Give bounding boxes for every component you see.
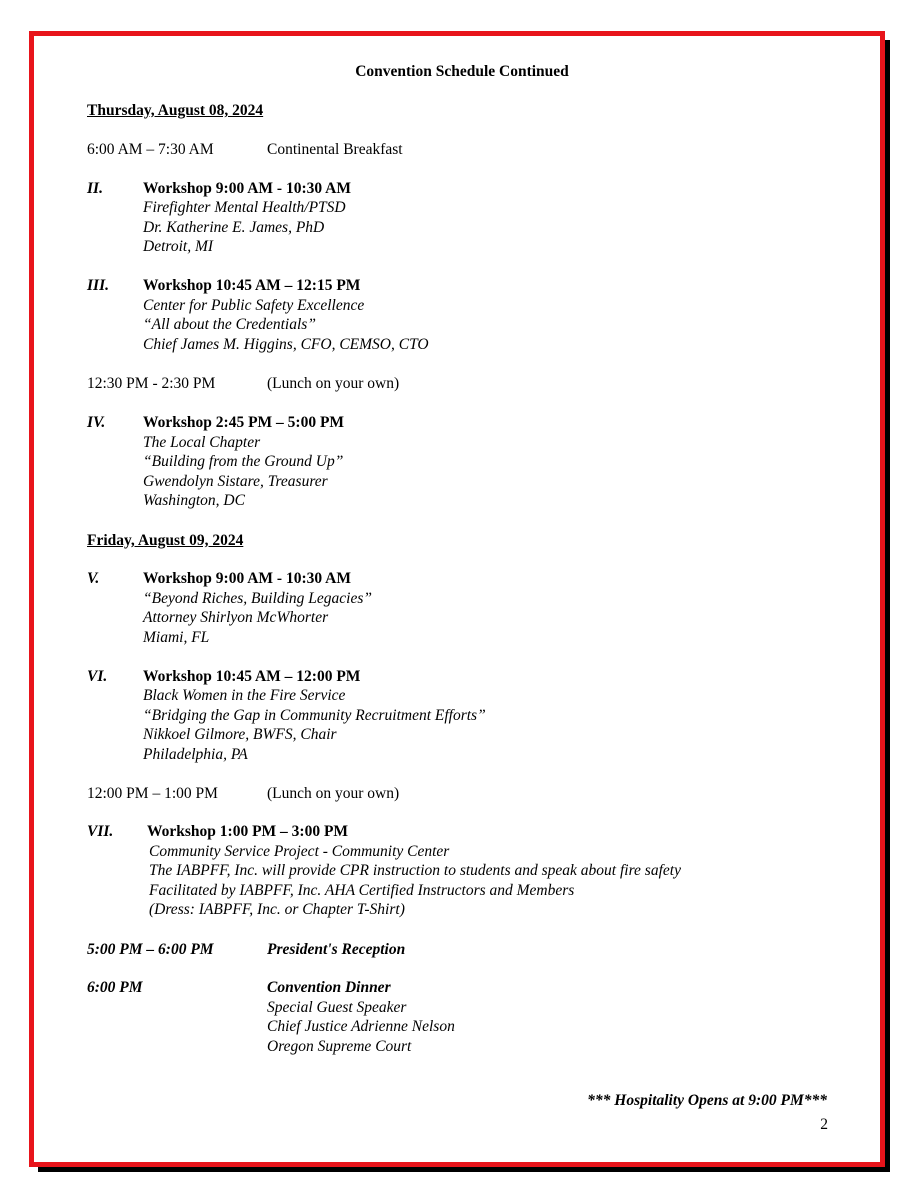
evening-line: Special Guest Speaker <box>267 999 407 1016</box>
workshop-line: Dr. Katherine E. James, PhD <box>143 219 325 236</box>
day-heading-friday: Friday, August 09, 2024 <box>87 532 244 549</box>
entry-time: 12:30 PM - 2:30 PM <box>87 375 216 392</box>
workshop-line: Chief James M. Higgins, CFO, CEMSO, CTO <box>143 336 429 353</box>
workshop-line: (Dress: IABPFF, Inc. or Chapter T-Shirt) <box>149 901 405 918</box>
workshop-line: Miami, FL <box>143 629 210 646</box>
evening-heading: Convention Dinner <box>267 979 391 996</box>
workshop-line: Attorney Shirlyon McWhorter <box>143 609 329 626</box>
workshop-heading: Workshop 1:00 PM – 3:00 PM <box>147 823 349 840</box>
entry-text: (Lunch on your own) <box>267 375 400 392</box>
entry-time: 12:00 PM – 1:00 PM <box>87 785 218 802</box>
workshop-line: “Building from the Ground Up” <box>143 453 344 470</box>
workshop-number: VII. <box>87 823 114 840</box>
workshop-line: Center for Public Safety Excellence <box>143 297 365 314</box>
workshop-heading: Workshop 10:45 AM – 12:00 PM <box>143 668 361 685</box>
workshop-line: Nikkoel Gilmore, BWFS, Chair <box>143 726 337 743</box>
workshop-heading: Workshop 10:45 AM – 12:15 PM <box>143 277 361 294</box>
workshop-line: Detroit, MI <box>143 238 214 255</box>
page-title: Convention Schedule Continued <box>355 63 569 80</box>
workshop-heading: Workshop 2:45 PM – 5:00 PM <box>143 414 345 431</box>
workshop-line: Philadelphia, PA <box>143 746 248 763</box>
workshop-line: Community Service Project - Community Center <box>149 843 450 860</box>
workshop-line: Gwendolyn Sistare, Treasurer <box>143 473 328 490</box>
workshop-line: “Bridging the Gap in Community Recruitment Efforts” <box>143 707 486 724</box>
workshop-line: Washington, DC <box>143 492 245 509</box>
entry-time: 6:00 AM – 7:30 AM <box>87 141 214 158</box>
entry-text: Continental Breakfast <box>267 141 403 158</box>
workshop-heading: Workshop 9:00 AM - 10:30 AM <box>143 180 351 197</box>
evening-line: Oregon Supreme Court <box>267 1038 412 1055</box>
workshop-line: The IABPFF, Inc. will provide CPR instruction to students and speak about fire safety <box>149 862 681 879</box>
workshop-line: Black Women in the Fire Service <box>143 687 346 704</box>
evening-heading: President's Reception <box>267 941 406 958</box>
workshop-line: “Beyond Riches, Building Legacies” <box>143 590 373 607</box>
workshop-number: II. <box>87 180 103 197</box>
hospitality-note: *** Hospitality Opens at 9:00 PM*** <box>587 1092 827 1109</box>
page-number: 2 <box>820 1116 828 1133</box>
day-heading-thursday: Thursday, August 08, 2024 <box>87 102 264 119</box>
evening-line: Chief Justice Adrienne Nelson <box>267 1018 455 1035</box>
entry-text: (Lunch on your own) <box>267 785 400 802</box>
workshop-number: IV. <box>87 414 106 431</box>
workshop-heading: Workshop 9:00 AM - 10:30 AM <box>143 570 351 587</box>
workshop-number: VI. <box>87 668 108 685</box>
workshop-number: V. <box>87 570 100 587</box>
evening-time: 6:00 PM <box>87 979 143 996</box>
evening-time: 5:00 PM – 6:00 PM <box>87 941 214 958</box>
workshop-line: The Local Chapter <box>143 434 261 451</box>
workshop-line: Firefighter Mental Health/PTSD <box>143 199 346 216</box>
workshop-number: III. <box>87 277 109 294</box>
workshop-line: “All about the Credentials” <box>143 316 316 333</box>
workshop-line: Facilitated by IABPFF, Inc. AHA Certified Instructors and Members <box>149 882 575 899</box>
